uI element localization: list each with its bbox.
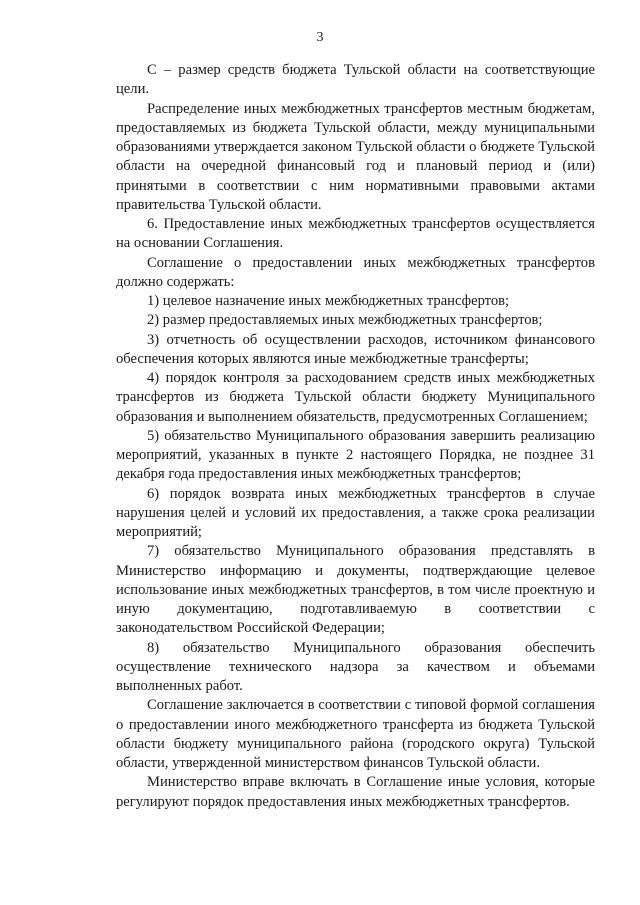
- list-item: 8) обязательство Муниципального образования обеспечить осуществление технического надзора за качеством и объемами выполненных работ.: [116, 639, 595, 694]
- list-item: 2) размер предоставляемых иных межбюджетных трансфертов;: [147, 312, 543, 329]
- paragraph: 6. Предоставление иных межбюджетных трансфертов осуществляется на основании Соглашения.: [116, 216, 595, 252]
- paragraph: Распределение иных межбюджетных трансфертов местным бюджетам, предоставляемых из бюджета Тульской области, между муниципальными образованиями утверждается законом Тульской области о бюджете Тульской области на очередной финансовый год и плановый период и (или) принятыми в соответствии с ним нормативными правовыми актами правительства Тульской области.: [116, 100, 595, 213]
- list-item: 4) порядок контроля за расходованием средств иных межбюджетных трансфертов из бюджета Тульской области бюджету Муниципального образования и выполнением обязательств, предусмотренных Соглашением;: [116, 370, 595, 425]
- document-body: [116, 61, 595, 812]
- list-item: 6) порядок возврата иных межбюджетных трансфертов в случае нарушения целей и условий их предоставления, а также срока реализации мероприятий;: [116, 485, 595, 540]
- list-item: 7) обязательство Муниципального образования представлять в Министерство информацию и документы, подтверждающие целевое использование иных межбюджетных трансфертов, в том числе проектную и иную документацию, подготавливаемую в соответствии с законодательством Российской Федерации;: [116, 543, 595, 637]
- paragraph: Министерство вправе включать в Соглашение иные условия, которые регулируют порядок предоставления иных межбюджетных трансфертов.: [116, 774, 595, 810]
- list-item: 5) обязательство Муниципального образования завершить реализацию мероприятий, указанных в пункте 2 настоящего Порядка, не позднее 31 декабря года предоставления иных межбюджетных трансфертов;: [116, 427, 595, 483]
- list-item: 3) отчетность об осуществлении расходов, источником финансового обеспечения которых являются иные межбюджетные трансферты;: [116, 331, 595, 367]
- paragraph: Соглашение о предоставлении иных межбюджетных трансфертов должно содержать:: [116, 254, 595, 290]
- paragraph: С – размер средств бюджета Тульской области на соответствующие цели.: [116, 62, 595, 98]
- list-item: 1) целевое назначение иных межбюджетных трансфертов;: [147, 293, 510, 309]
- paragraph: Соглашение заключается в соответствии с типовой формой соглашения о предоставлении иного межбюджетного трансферта из бюджета Тульской области бюджету муниципального района (городского округа) Тульской области, утвержденной министерством финансов Тульской области.: [116, 697, 595, 771]
- page-number: 3: [316, 30, 324, 45]
